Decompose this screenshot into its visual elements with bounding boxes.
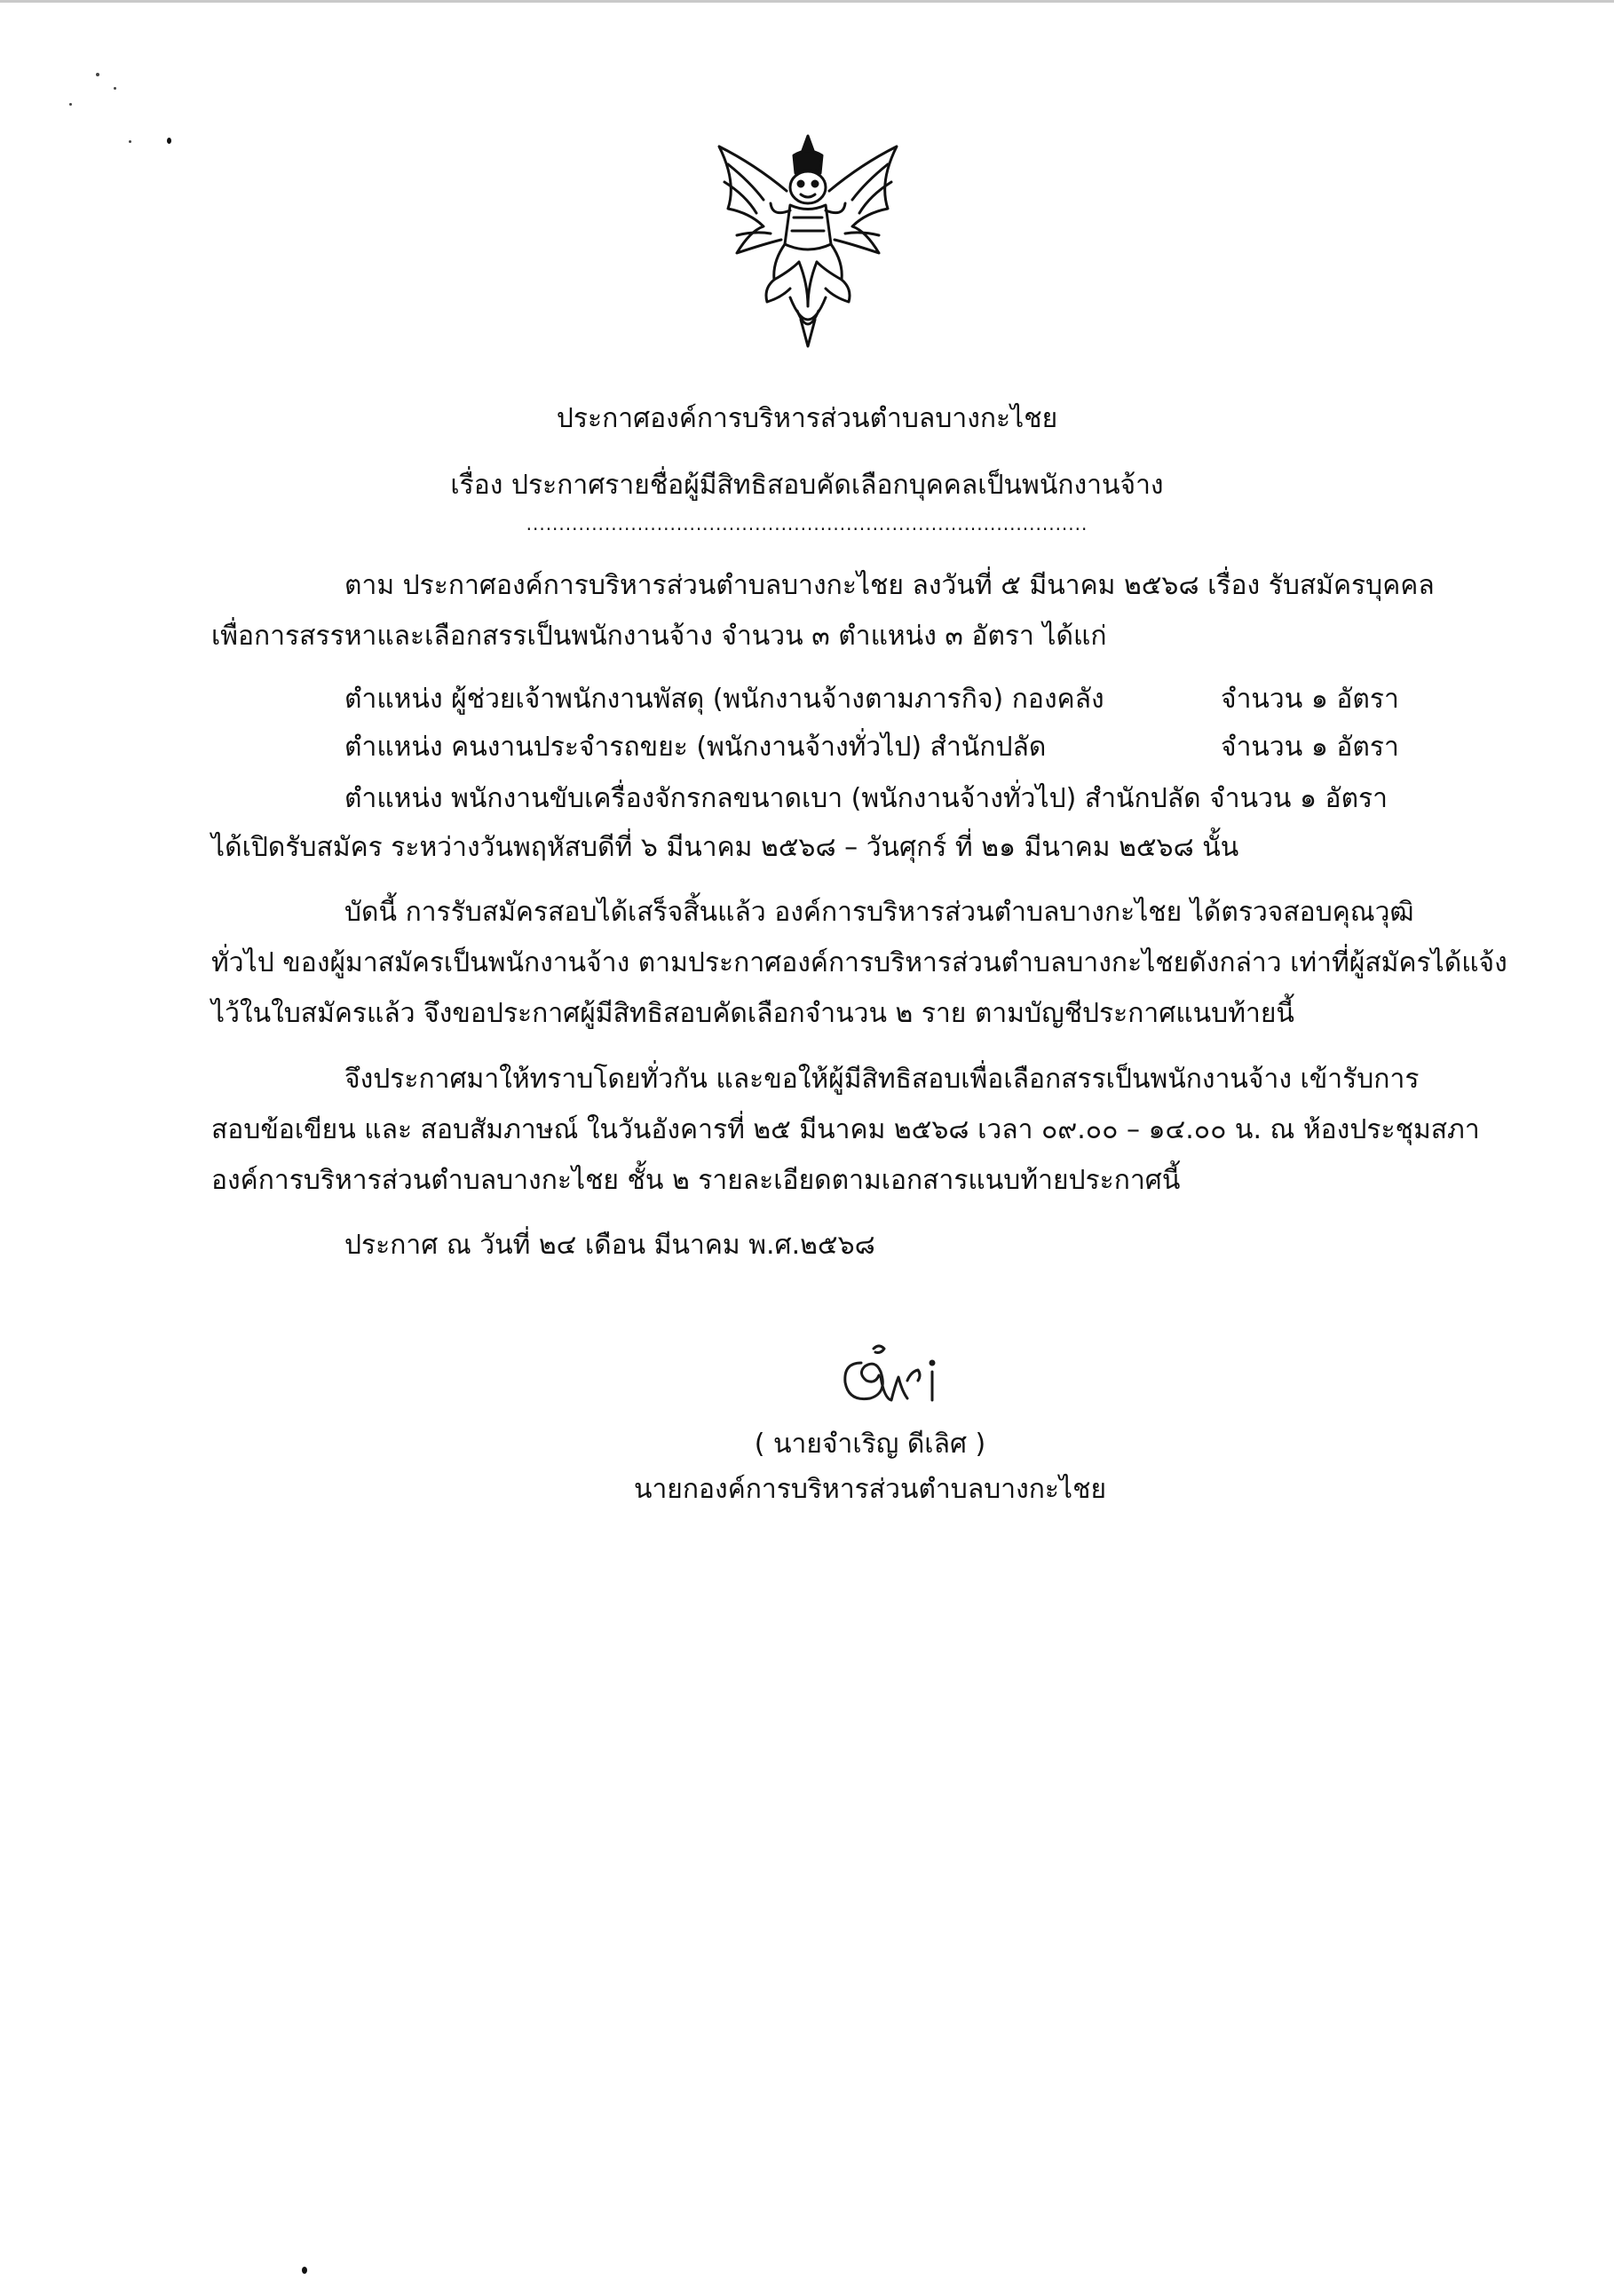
scan-speck [114, 87, 116, 90]
scan-speck [69, 103, 72, 106]
announce-date: ประกาศ ณ วันที่ ๒๔ เดือน มีนาคม พ.ศ.๒๕๖๘ [344, 1230, 875, 1261]
paragraph-1-line-1: ตาม ประกาศองค์การบริหารส่วนตำบลบางกะไชย ลงวันที่ ๕ มีนาคม ๒๕๖๘ เรื่อง รับสมัครบุคคล [344, 570, 1435, 601]
subject-line: เรื่อง ประกาศรายชื่อผู้มีสิทธิสอบคัดเลือกบุคคลเป็นพนักงานจ้าง [450, 470, 1164, 501]
paragraph-1-line-2: เพื่อการสรรหาและเลือกสรรเป็นพนักงานจ้าง จำนวน ๓ ตำแหน่ง ๓ อัตรา ได้แก่ [211, 621, 1107, 652]
header-divider: ...................................................................................... [526, 513, 1088, 534]
paragraph-2-line-1: บัดนี้ การรับสมัครสอบได้เสร็จสิ้นแล้ว องค์การบริหารส่วนตำบลบางกะไชย ได้ตรวจสอบคุณวุฒิ [344, 897, 1414, 928]
paragraph-1-line-3: ได้เปิดรับสมัคร ระหว่างวันพฤหัสบดีที่ ๖ มีนาคม ๒๕๖๘ – วันศุกร์ ที่ ๒๑ มีนาคม ๒๕๖๘ นั้น [211, 832, 1239, 863]
scan-speck [302, 2267, 307, 2274]
paragraph-3-line-3: องค์การบริหารส่วนตำบลบางกะไชย ชั้น ๒ รายละเอียดตามเอกสารแนบท้ายประกาศนี้ [211, 1165, 1181, 1196]
garuda-emblem-icon [701, 129, 914, 351]
paragraph-2-line-3: ไว้ในใบสมัครแล้ว จึงขอประกาศผู้มีสิทธิสอบคัดเลือกจำนวน ๒ ราย ตามบัญชีประกาศแนบท้ายนี้ [211, 998, 1294, 1029]
scan-speck [167, 138, 171, 144]
paragraph-2-line-2: ทั่วไป ของผู้มาสมัครเป็นพนักงานจ้าง ตามประกาศองค์การบริหารส่วนตำบลบางกะไชยดังกล่าว เท่าที่ผู้สมัครได้แจ้ง [211, 947, 1507, 978]
position-1-count: จำนวน ๑ อัตรา [1221, 684, 1399, 715]
org-title: ประกาศองค์การบริหารส่วนตำบลบางกะไชย [556, 403, 1058, 434]
paragraph-3-line-1: จึงประกาศมาให้ทราบโดยทั่วกัน และขอให้ผู้มีสิทธิสอบเพื่อเลือกสรรเป็นพนักงานจ้าง เข้ารับการ [344, 1064, 1420, 1095]
scan-speck [129, 140, 131, 143]
position-3-title: ตำแหน่ง พนักงานขับเครื่องจักรกลขนาดเบา (พนักงานจ้างทั่วไป) สำนักปลัด จำนวน ๑ อัตรา [344, 783, 1389, 814]
scan-edge [0, 0, 1614, 3]
position-2-count: จำนวน ๑ อัตรา [1221, 732, 1399, 763]
signer-position: นายกองค์การบริหารส่วนตำบลบางกะไชย [633, 1474, 1107, 1505]
handwritten-signature [826, 1336, 968, 1416]
scan-speck [96, 73, 99, 76]
signer-name: ( นายจำเริญ ดีเลิศ ) [754, 1429, 986, 1460]
position-2-title: ตำแหน่ง คนงานประจำรถขยะ (พนักงานจ้างทั่วไป) สำนักปลัด [344, 732, 1047, 763]
paragraph-3-line-2: สอบข้อเขียน และ สอบสัมภาษณ์ ในวันอังคารที่ ๒๕ มีนาคม ๒๕๖๘ เวลา ๐๙.๐๐ – ๑๔.๐๐ น. ณ ห้องประชุมสภา [211, 1114, 1480, 1145]
position-1-title: ตำแหน่ง ผู้ช่วยเจ้าพนักงานพัสดุ (พนักงานจ้างตามภารกิจ) กองคลัง [344, 684, 1104, 715]
